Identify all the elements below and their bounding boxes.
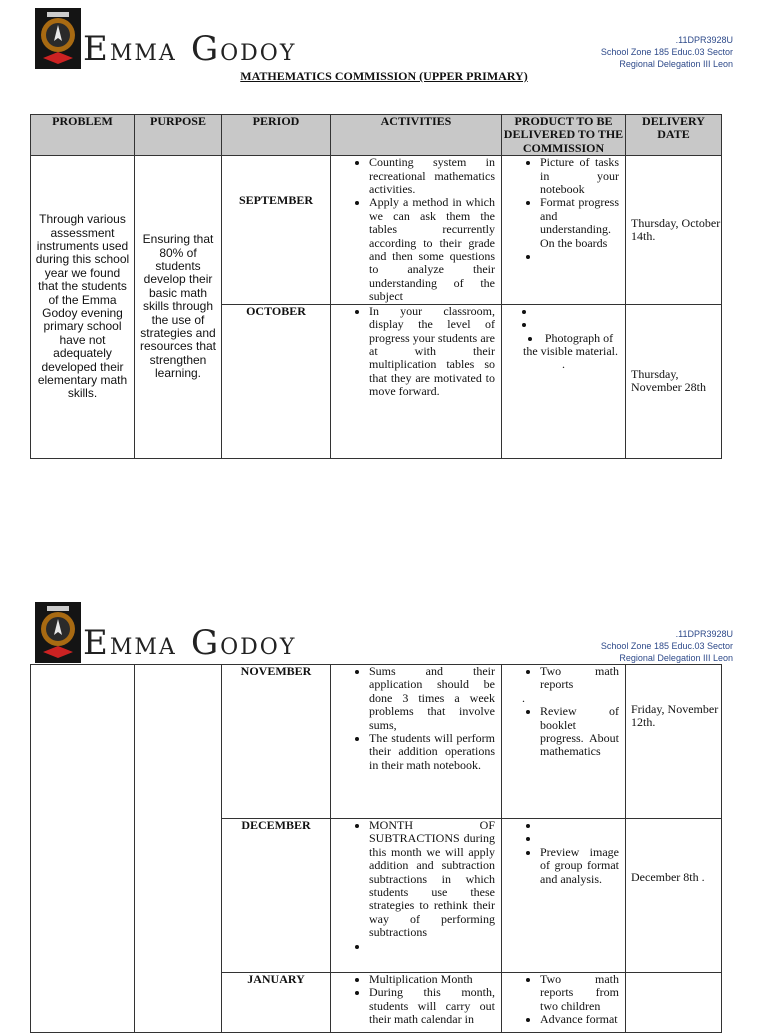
commission-table-1 xyxy=(30,114,722,459)
product-item: • Advance format xyxy=(540,1013,619,1026)
school-zone: School Zone 185 Educ.03 Sector xyxy=(600,47,733,57)
products-october xyxy=(502,304,626,458)
period-january: JANUARY xyxy=(222,973,331,1033)
period-december: DECEMBER xyxy=(222,819,331,973)
col-problem: PROBLEM xyxy=(31,115,135,156)
product-item: • Format progress and understanding. On the boards xyxy=(540,196,619,250)
activity-item: • Counting system in recreational mathematics activities. xyxy=(369,156,495,196)
product-item xyxy=(522,318,619,331)
regional-delegation: Regional Delegation III Leon xyxy=(619,653,733,663)
school-code: .11DPR3928U xyxy=(675,629,733,639)
date-september: Thursday, October 14th. xyxy=(626,156,722,304)
purpose-cell: Ensuring that 80% of students develop their basic math skills through the use of strategies and resources that strengthen learning. xyxy=(135,156,222,458)
activity-item: • Multiplication Month xyxy=(369,973,495,986)
activities-december xyxy=(331,819,502,973)
products-november xyxy=(502,665,626,819)
regional-delegation: Regional Delegation III Leon xyxy=(619,59,733,69)
product-item: • Two math reports xyxy=(540,665,619,692)
activity-item: • Apply a method in which we can ask them the tables recurrently according to their grade and then some questions to analyze their understanding of the subject xyxy=(369,196,495,303)
date-december: December 8th . xyxy=(626,819,722,973)
product-item: • Two math reports from two children xyxy=(540,973,619,1013)
col-purpose: PURPOSE xyxy=(135,115,222,156)
activity-item: • MONTH OF SUBTRACTIONS during this month we will apply addition and subtraction subtractions in which students use these strategies to rethink their way of performing subtractions xyxy=(369,819,495,940)
product-item: • Picture of tasks in your notebook xyxy=(540,156,619,196)
activity-item: • The students will perform their addition operations in their math notebook. xyxy=(369,732,495,772)
activity-item xyxy=(369,940,495,953)
period-october: OCTOBER xyxy=(222,304,331,458)
product-note: . xyxy=(522,690,525,705)
period-september: SEPTEMBER xyxy=(222,156,331,304)
page-1 xyxy=(0,0,768,470)
school-logo xyxy=(35,602,81,663)
school-info xyxy=(601,34,733,70)
period-november: NOVEMBER xyxy=(222,665,331,819)
product-item: • Photograph of the visible material. xyxy=(522,332,619,359)
col-activities: ACTIVITIES xyxy=(331,115,502,156)
date-october: Thursday, November 28th xyxy=(626,304,722,458)
product-item xyxy=(540,250,619,263)
school-name: EMMA GODOY xyxy=(83,29,297,69)
col-product: PRODUCT TO BE DELIVERED TO THE COMMISSION xyxy=(502,115,626,156)
problem-cell-continued xyxy=(31,665,135,1033)
product-note: . xyxy=(562,357,565,372)
activity-item: • Sums and their application should be done 3 times a week problems that involve sums, xyxy=(369,665,495,732)
date-november: Friday, November 12th. xyxy=(626,665,722,819)
activity-item: • During this month, students will carry out their math calendar in xyxy=(369,986,495,1026)
activities-november xyxy=(331,665,502,819)
school-code: .11DPR3928U xyxy=(675,35,733,45)
document-title: MATHEMATICS COMMISSION (UPPER PRIMARY) xyxy=(240,69,528,83)
activities-october xyxy=(331,304,502,458)
school-logo xyxy=(35,8,81,69)
product-item xyxy=(540,832,619,845)
product-item xyxy=(540,819,619,832)
activities-september xyxy=(331,156,502,304)
purpose-cell-continued xyxy=(135,665,222,1033)
problem-cell: Through various assessment instruments used during this school year we found that the students of the Emma Godoy evening primary school have not adequately developed their elementary math skills. xyxy=(31,156,135,458)
activity-item: • In your classroom, display the level of progress your students are at with their multiplication tables so that they are motivated to move forward. xyxy=(369,305,495,399)
product-item: • Review of booklet progress. About mathematics xyxy=(540,705,619,759)
school-zone: School Zone 185 Educ.03 Sector xyxy=(600,641,733,651)
col-period: PERIOD xyxy=(222,115,331,156)
col-delivery-date: DELIVERY DATE xyxy=(626,115,722,156)
product-item: • Preview image of group format and analysis. xyxy=(540,846,619,886)
products-september xyxy=(502,156,626,304)
school-info xyxy=(601,628,733,664)
products-december xyxy=(502,819,626,973)
page-2 xyxy=(0,594,768,1027)
commission-table-2 xyxy=(30,664,722,1033)
school-name: EMMA GODOY xyxy=(83,623,297,663)
product-item xyxy=(522,305,619,318)
